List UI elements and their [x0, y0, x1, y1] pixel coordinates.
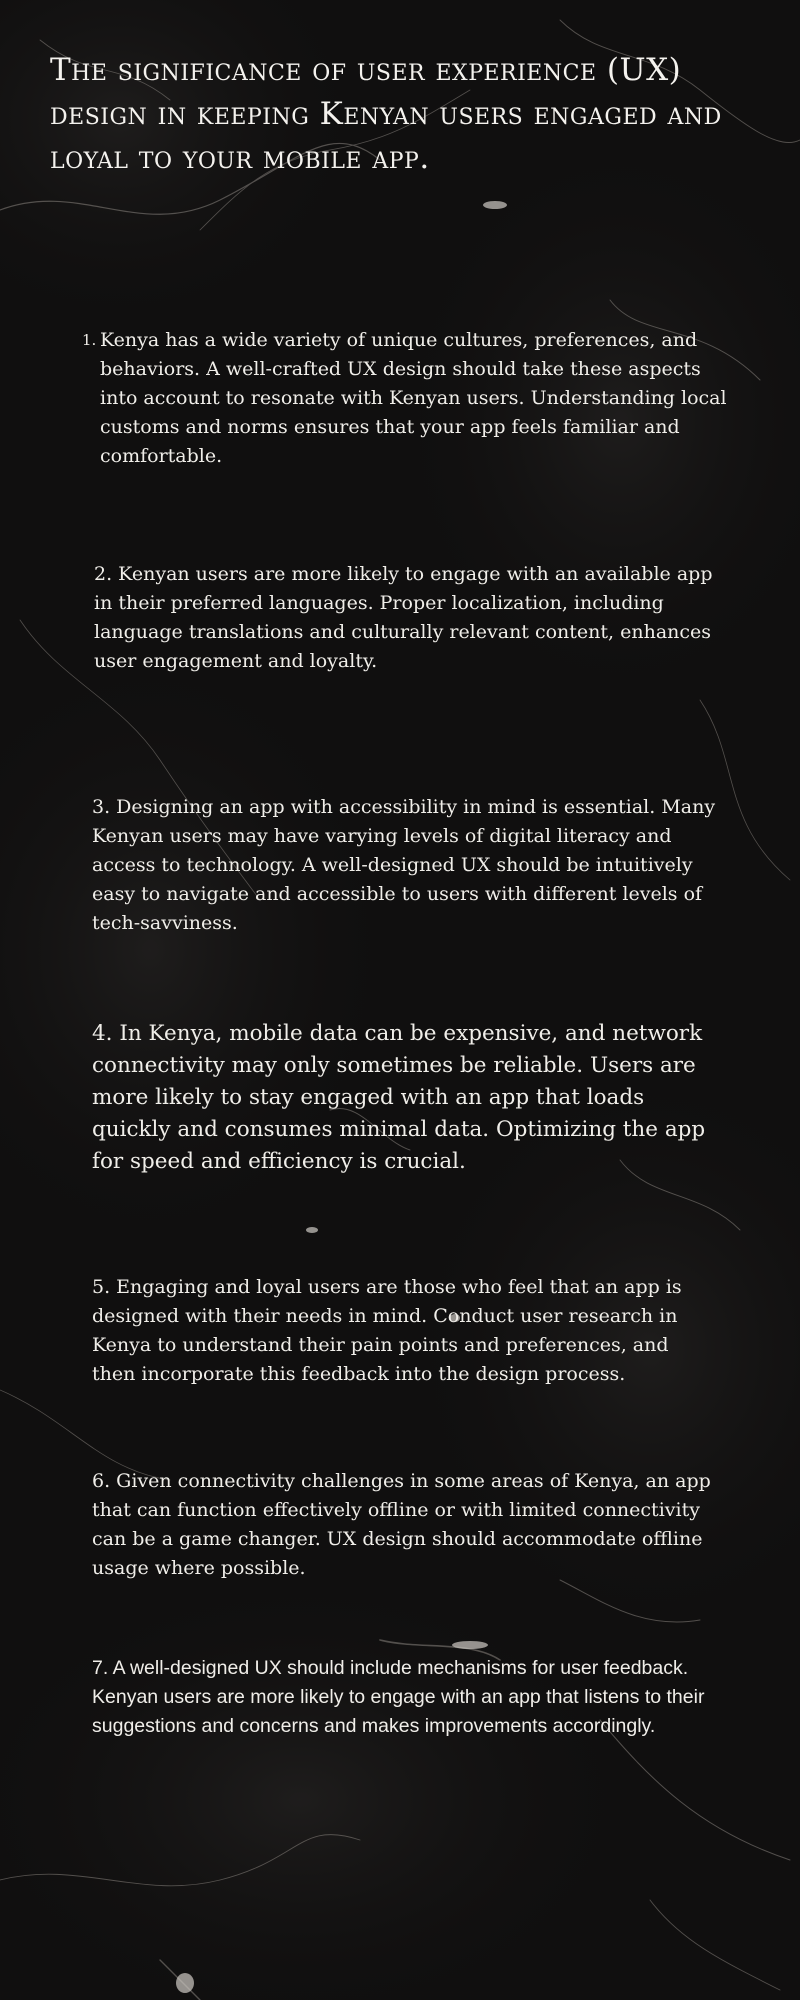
list-item-1	[82, 326, 732, 471]
list-item-2: 2. Kenyan users are more likely to engage with an available app in their preferred languages. Proper localization, including language translations and culturally relevant content, enhances user engagement and loyalty.	[94, 563, 713, 672]
list-item-number: 1.	[82, 331, 97, 349]
list-item-text: Kenya has a wide variety of unique cultures, preferences, and behaviors. A well-crafted UX design should take these aspects into account to resonate with Kenyan users. Understanding local customs and norms ensures that your app feels familiar and comfortable.	[100, 329, 727, 467]
list-item-6: 6. Given connectivity challenges in some areas of Kenya, an app that can function effectively offline or with limited connectivity can be a game changer. UX design should accommodate offline usage where possible.	[92, 1470, 711, 1579]
list-item-5: 5. Engaging and loyal users are those who feel that an app is designed with their needs in mind. Conduct user research in Kenya to understand their pain points and preferences, and then incorporate this feedback into the design process.	[92, 1276, 682, 1385]
list-item-4: 4. In Kenya, mobile data can be expensive, and network connectivity may only sometimes be reliable. Users are more likely to stay engaged with an app that loads quickly and consumes minimal data. Optimizing the app for speed and efficiency is crucial.	[92, 1021, 706, 1174]
list-item-3: 3. Designing an app with accessibility in mind is essential. Many Kenyan users may have varying levels of digital literacy and access to technology. A well-designed UX should be intuitively easy to navigate and accessible to users with different levels of tech-savviness.	[92, 796, 716, 934]
page-title: The significance of user experience (UX) design in keeping Kenyan users engaged and loyal to your mobile app.	[50, 52, 722, 176]
list-item-7: 7. A well-designed UX should include mechanisms for user feedback. Kenyan users are more likely to engage with an app that listens to their suggestions and concerns and makes improvements accordingly.	[92, 1657, 705, 1737]
